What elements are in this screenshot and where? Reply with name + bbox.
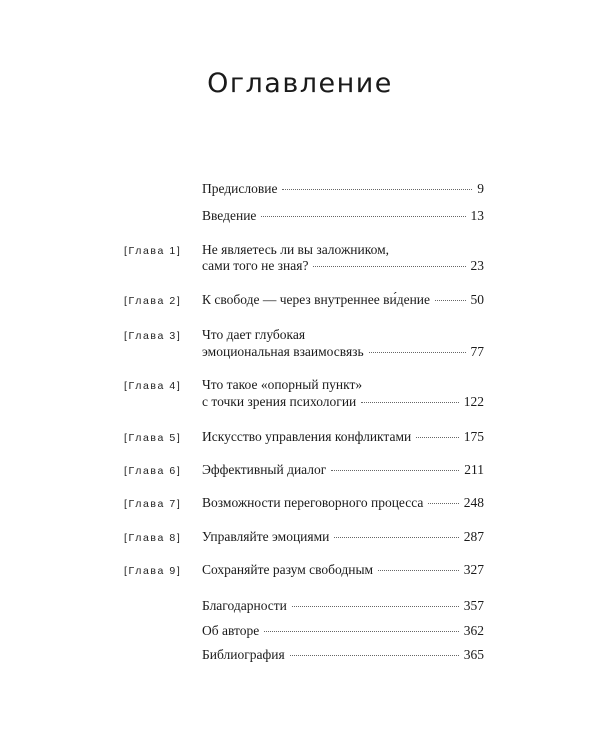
entry-title: Благодарности (202, 598, 287, 613)
entry-title: Об авторе (202, 623, 260, 638)
page-number: 50 (470, 292, 484, 307)
dot-leader (361, 402, 458, 403)
page-number: 9 (477, 181, 484, 196)
dot-leader (331, 470, 459, 471)
toc-line (202, 623, 484, 639)
entry-title: эмоциональная взаимосвязь (202, 344, 364, 359)
entry-title-line: Что дает глубокая (202, 327, 306, 342)
page-number: 13 (470, 208, 484, 223)
dot-leader (292, 606, 459, 607)
chapter-label: [Глава 3] (124, 330, 182, 342)
toc-line (202, 495, 484, 511)
toc-line (202, 394, 484, 410)
entry-title: Управляйте эмоциями (202, 529, 330, 544)
toc-line (202, 529, 484, 545)
chapter-label: [Глава 2] (124, 295, 182, 307)
chapter-label: [Глава 4] (124, 380, 182, 392)
page-number: 122 (463, 394, 484, 409)
entry-title: Предисловие (202, 181, 278, 196)
toc-line (202, 462, 484, 478)
entry-title: Введение (202, 208, 257, 223)
page-number: 287 (463, 529, 484, 544)
dot-leader (282, 189, 472, 190)
page-number: 362 (463, 623, 484, 638)
dot-leader (435, 300, 465, 301)
entry-title: сами того не зная? (202, 258, 309, 273)
dot-leader (261, 216, 465, 217)
entry-title: К свободе — через внутреннее ви́дение (202, 292, 431, 307)
entry-title: Библиография (202, 647, 285, 662)
chapter-label: [Глава 5] (124, 432, 182, 444)
entry-title: Возможности переговорного процесса (202, 495, 424, 510)
dot-leader (264, 631, 459, 632)
chapter-label: [Глава 9] (124, 565, 182, 577)
dot-leader (378, 570, 459, 571)
dot-leader (334, 537, 458, 538)
page-number: 175 (463, 429, 484, 444)
dot-leader (369, 352, 466, 353)
toc-line (202, 562, 484, 578)
toc-line (202, 292, 484, 308)
page-number: 23 (470, 258, 484, 273)
entry-title-line: Не являетесь ли вы заложником, (202, 242, 390, 257)
toc-line (202, 208, 484, 224)
entry-title: Эффективный диалог (202, 462, 327, 477)
entry-title-line: Что такое «опорный пункт» (202, 377, 363, 392)
chapter-label: [Глава 8] (124, 532, 182, 544)
dot-leader (313, 266, 465, 267)
toc-line (202, 429, 484, 445)
entry-title: Сохраняйте разум свободным (202, 562, 374, 577)
toc-line (202, 181, 484, 197)
dot-leader (416, 437, 459, 438)
page-number: 327 (463, 562, 484, 577)
dot-leader (428, 503, 458, 504)
toc-line (202, 344, 484, 360)
entry-title: Искусство управления конфликтами (202, 429, 412, 444)
page-number: 365 (463, 647, 484, 662)
entry-title: с точки зрения психологии (202, 394, 357, 409)
page-number: 248 (463, 495, 484, 510)
chapter-label: [Глава 7] (124, 498, 182, 510)
toc-line (202, 647, 484, 663)
toc-line (202, 598, 484, 614)
chapter-label: [Глава 6] (124, 465, 182, 477)
dot-leader (290, 655, 459, 656)
page-number: 77 (470, 344, 484, 359)
page-number: 357 (463, 598, 484, 613)
page-title: Оглавление (207, 68, 393, 99)
toc-line (202, 258, 484, 274)
chapter-label: [Глава 1] (124, 245, 182, 257)
page-number: 211 (464, 462, 484, 477)
